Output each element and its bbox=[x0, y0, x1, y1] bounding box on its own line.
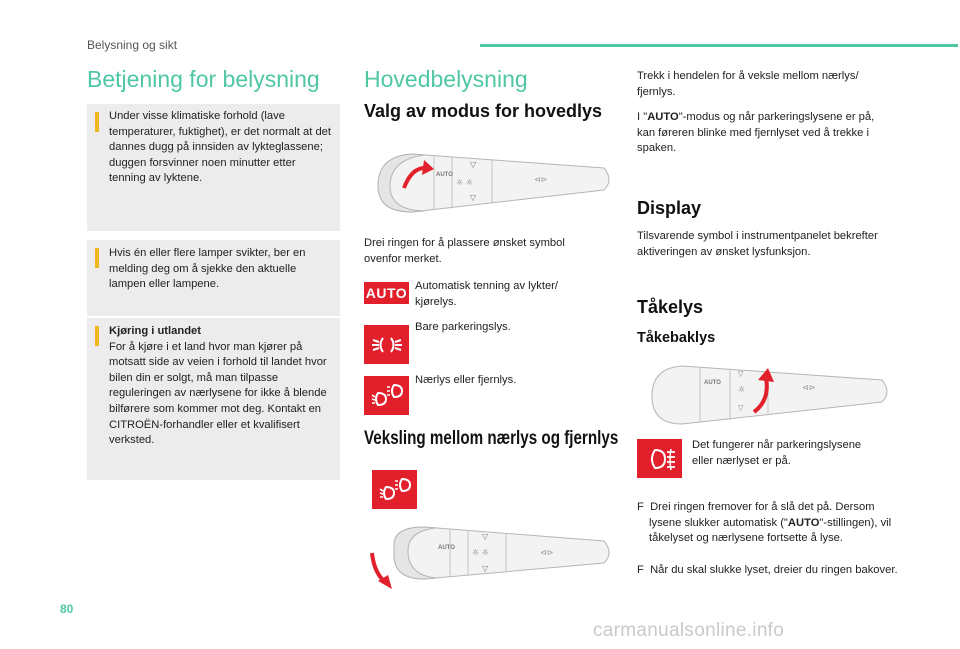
svg-text:▽: ▽ bbox=[482, 564, 489, 573]
svg-text:▽: ▽ bbox=[470, 193, 477, 202]
stalk-auto-label: AUTO bbox=[438, 545, 455, 551]
switch-text: Trekk i hendelen for å veksle mellom nærlys/ fjernlys. bbox=[637, 70, 859, 98]
display-text: Tilsvarende symbol i instrumentpanelet bekrefter aktiveringen av ønsket lysfunksjon. bbox=[637, 230, 878, 258]
svg-text:▽: ▽ bbox=[738, 404, 744, 412]
svg-text:▽: ▽ bbox=[738, 370, 744, 378]
mode-subtitle: Valg av modus for hovedlys bbox=[364, 101, 603, 121]
note-driving-abroad bbox=[87, 318, 340, 480]
note-condensation bbox=[87, 104, 340, 231]
switch-title: Veksling mellom nærlys og fjernlys bbox=[364, 428, 619, 449]
mode-auto-text: Automatisk tenning av lykter/ kjørelys. bbox=[415, 280, 559, 308]
middle-title: Hovedbelysning bbox=[364, 66, 528, 92]
section-label: Belysning og sikt bbox=[87, 38, 178, 52]
light-stalk-switch-illustration bbox=[364, 515, 616, 595]
note-body: For å kjøre i et land hvor man kjører på motsatt side av veien i forhold til landet hvor bilen din er solgt, må man tilpasse reguleringen av nærlysene for ikke å blende bilførere som kommer mot deg. Kontakt en CITROËN-forhandler eller et kvalifisert verksted. bbox=[109, 340, 327, 447]
bullet-marker-icon: F bbox=[637, 564, 644, 576]
fog-stalk-illustration bbox=[642, 360, 892, 430]
fog-note: Det fungerer når parkeringslysene eller nærlyset er på. bbox=[692, 439, 862, 467]
note-bar bbox=[95, 112, 99, 132]
light-stalk-illustration bbox=[364, 140, 614, 220]
svg-text:⊲⊳: ⊲⊳ bbox=[540, 548, 554, 557]
parking-lights-icon bbox=[364, 325, 409, 364]
auto-flash-text: I "AUTO"-modus og når parkeringslysene er på, kan føreren blinke med fjernlyset ved å trekke i spaken. bbox=[637, 111, 875, 155]
stalk-auto-label: AUTO bbox=[436, 172, 453, 178]
note-text bbox=[109, 324, 331, 449]
svg-text:▽: ▽ bbox=[482, 532, 489, 541]
dipped-main-beam-icon bbox=[372, 470, 417, 509]
svg-text:☼ ☼: ☼ ☼ bbox=[456, 178, 473, 187]
watermark: carmanualsonline.info bbox=[593, 620, 785, 641]
header-accent-bar bbox=[480, 44, 958, 47]
left-title: Betjening for belysning bbox=[87, 66, 320, 92]
rear-fog-icon bbox=[637, 439, 682, 478]
note-text: Hvis én eller flere lamper svikter, ber en melding deg om å sjekke den aktuelle lampen eller lampene. bbox=[109, 247, 306, 291]
svg-text:☼: ☼ bbox=[738, 385, 746, 394]
stalk-auto-label: AUTO bbox=[704, 380, 721, 386]
fog-bullet-on: F Drei ringen fremover for å slå det på. Dersom lysene slukker automatisk ("AUTO"-stillingen), vil tåkelyset og nærlysene fortsette å lyse. bbox=[637, 501, 892, 545]
note-bar bbox=[95, 248, 99, 268]
svg-text:▽: ▽ bbox=[470, 160, 477, 169]
auto-badge-icon: AUTO bbox=[364, 282, 409, 304]
note-heading: Kjøring i utlandet bbox=[109, 325, 201, 337]
rear-fog-title: Tåkebaklys bbox=[637, 330, 716, 346]
note-bar bbox=[95, 326, 99, 346]
page-number: 80 bbox=[60, 602, 74, 616]
fog-bullet-off: F Når du skal slukke lyset, dreier du ringen bakover. bbox=[637, 564, 898, 576]
svg-text:☼ ☼: ☼ ☼ bbox=[472, 548, 489, 557]
mode-dipped-main-text: Nærlys eller fjernlys. bbox=[415, 374, 517, 386]
fog-title: Tåkelys bbox=[637, 297, 704, 317]
display-title: Display bbox=[637, 198, 702, 218]
mode-parking-text: Bare parkeringslys. bbox=[415, 321, 511, 333]
svg-text:⊲⊳: ⊲⊳ bbox=[802, 383, 816, 392]
note-lamp-failure bbox=[87, 240, 340, 316]
bullet-marker-icon: F bbox=[637, 501, 644, 513]
note-text: Under visse klimatiske forhold (lave temperaturer, fuktighet), er det normalt at det dannes dugg på innsiden av lykteglassene; duggen forsvinner noen minutter etter tenning av lyktene. bbox=[109, 110, 331, 185]
svg-text:⊲⊳: ⊲⊳ bbox=[534, 175, 548, 184]
dipped-main-beam-icon bbox=[364, 376, 409, 415]
mode-intro: Drei ringen for å plassere ønsket symbol ovenfor merket. bbox=[364, 237, 565, 265]
